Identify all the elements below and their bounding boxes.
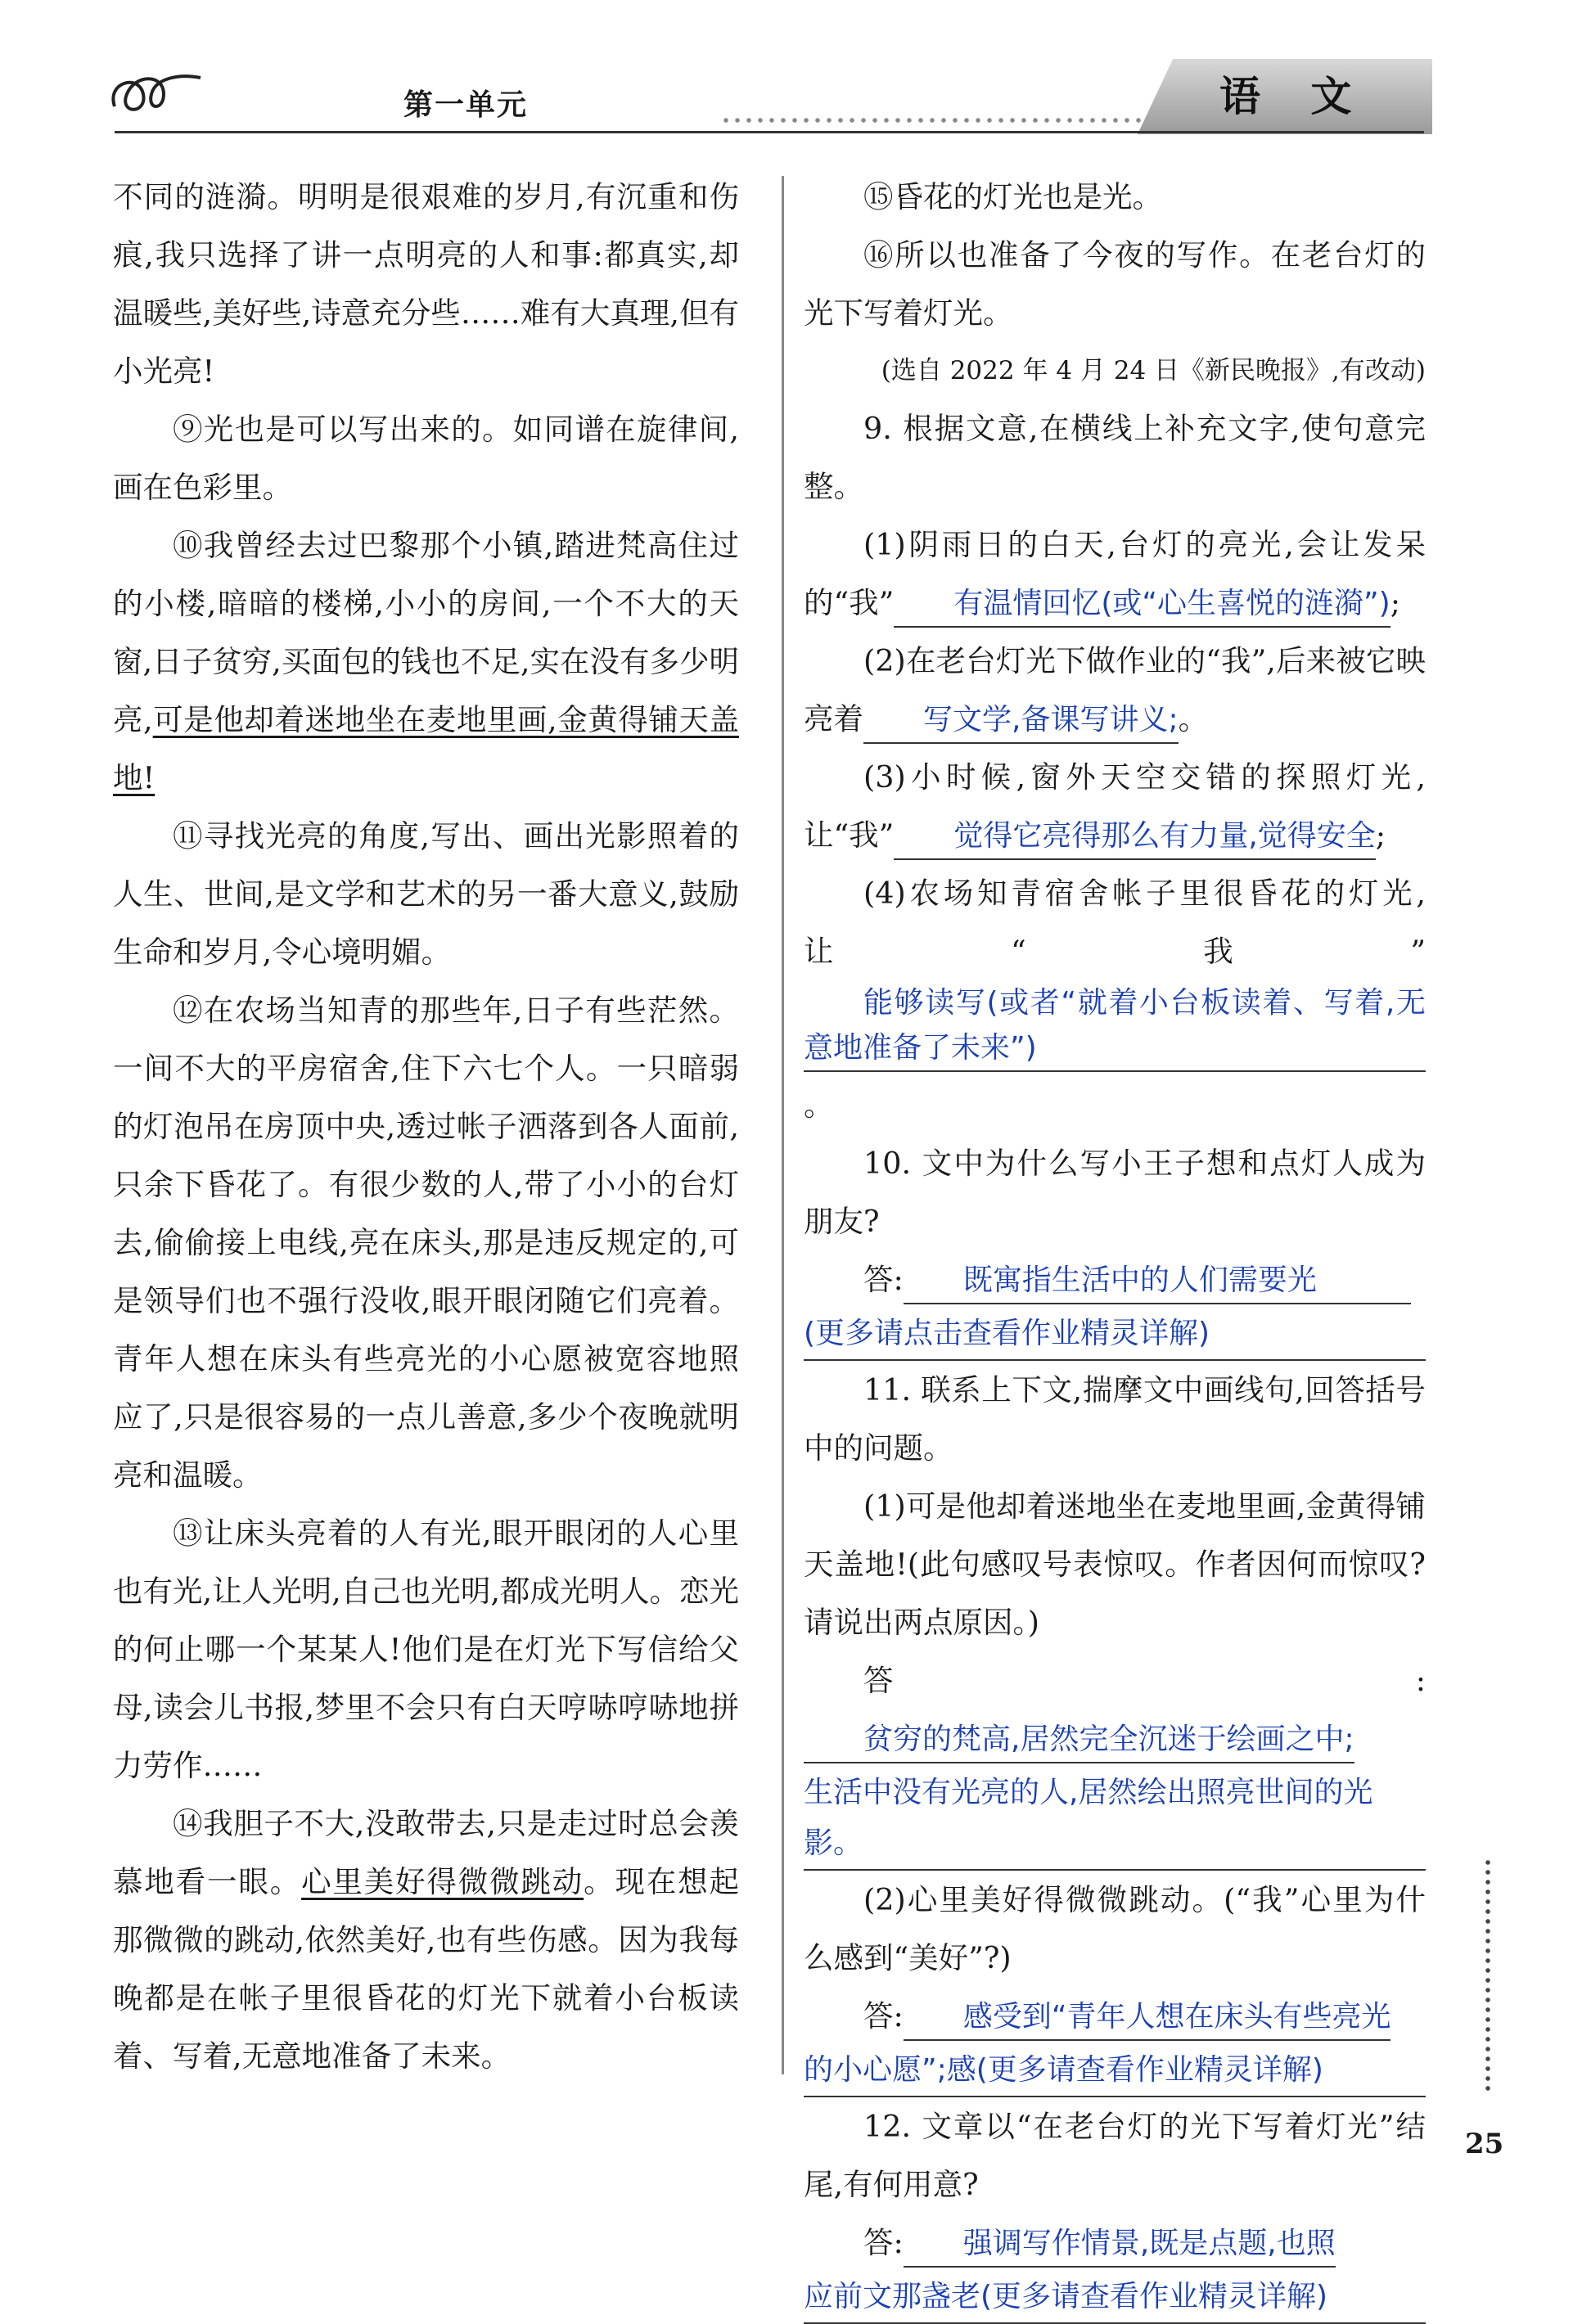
question-9-1 — [804, 516, 1426, 632]
paragraph-10-text: ⑩我曾经去过巴黎那个小镇,踏进梵高住过的小楼,暗暗的楼梯,小小的房间,一个不大的天窗,日子贫穷,买面包的钱也不足,实在没有多少明亮, — [113, 528, 739, 737]
question-9-3 — [804, 748, 1426, 864]
paragraph-9: ⑨光也是可以写出来的。如同谱在旋律间,画在色彩里。 — [113, 412, 739, 505]
left-column — [113, 168, 739, 2085]
underlined-sentence-1: 可是他却着迷地坐在麦地里画,金黄得铺天盖地! — [113, 702, 739, 795]
question-9-1-text: (1)阴雨日的白天,台灯的亮光,会让发呆的“我” — [804, 527, 1426, 620]
answer-11-2-label: 答: — [863, 1998, 904, 2034]
subject-title: 语 文 — [1219, 73, 1370, 120]
answer-10-label: 答: — [863, 1262, 904, 1297]
question-9-3-end: ; — [1375, 817, 1386, 853]
question-9-4-end: 。 — [804, 1088, 834, 1123]
paragraph-10 — [113, 516, 739, 807]
question-10: 10. 文中为什么写小王子想和点灯人成为朋友? — [804, 1146, 1426, 1239]
page-number: 25 — [1465, 2128, 1504, 2160]
question-9-1-end: ; — [1390, 585, 1401, 620]
answer-11-1-line-2: 生活中没有光亮的人,居然绘出照亮世间的光影。 — [804, 1768, 1426, 1871]
paragraph-12: ⑫在农场当知青的那些年,日子有些茫然。一间不大的平房宿舍,住下六七个人。一只暗弱的灯泡吊在房顶中央,透过帐子洒落到各人面前,只余下昏花了。有很少数的人,带了小小的台灯去,偷偷接上电线,亮在床头,那是违反规定的,可是领导们也不强行没收,眼开眼闭随它们亮着。青年人想在床头有些亮光的小心愿被宽容地照应了,只是很容易的一点儿善意,多少个夜晚就明亮和温暖。 — [113, 993, 739, 1493]
answer-9-2: 写文学,备课写讲义; — [863, 697, 1179, 744]
header-rule — [115, 131, 1424, 133]
answer-11-1-label: 答: — [863, 1663, 1426, 1698]
answer-9-1: 有温情回忆(或“心生喜悦的涟漪”) — [894, 581, 1390, 628]
answer-10-line-1: 既寓指生活中的人们需要光 — [904, 1258, 1411, 1304]
paragraph-16: ⑯所以也准备了今夜的写作。在老台灯的光下写着灯光。 — [804, 237, 1426, 331]
underlined-sentence-2: 心里美好得微微跳动 — [301, 1864, 584, 1899]
question-11: 11. 联系上下文,揣摩文中画线句,回答括号中的问题。 — [804, 1372, 1426, 1466]
question-11-1: (1)可是他却着迷地坐在麦地里画,金黄得铺天盖地!(此句感叹号表惊叹。作者因何而惊叹?请说出两点原因。) — [804, 1489, 1426, 1640]
margin-dots — [1485, 1858, 1491, 2095]
question-11-2: (2)心里美好得微微跳动。(“我”心里为什么感到“美好”?) — [804, 1882, 1426, 1975]
answer-12 — [804, 2214, 1426, 2272]
right-column — [804, 168, 1426, 2324]
paragraph-8-end: 不同的涟漪。明明是很艰难的岁月,有沉重和伤痕,我只选择了讲一点明亮的人和事:都真实,却温暖些,美好些,诗意充分些……难有大真理,但有小光亮! — [113, 179, 739, 389]
answer-11-1 — [804, 1651, 1426, 1768]
answer-9-3: 觉得它亮得那么有力量,觉得安全 — [894, 813, 1375, 860]
question-9-3-text: (3)小时候,窗外天空交错的探照灯光,让“我” — [804, 759, 1426, 853]
unit-title: 第一单元 — [403, 88, 529, 122]
paragraph-13: ⑬让床头亮着的人有光,眼开眼闭的人心里也有光,让人光明,自己也光明,都成光明人。恋光的何止哪一个某某人!他们是在灯光下写信给父母,读会儿书报,梦里不会只有白天哼哧哼哧地拼力劳作…… — [113, 1516, 739, 1783]
answer-11-2 — [804, 1987, 1426, 2045]
answer-9-4: 能够读写(或者“就着小台板读着、写着,无意地准备了未来”) — [804, 980, 1426, 1072]
paragraph-14-rest: 。现在想起那微微的跳动,依然美好,也有些伤感。因为我每晚都是在帐子里很昏花的灯光下就着小台板读着、写着,无意地准备了未来。 — [113, 1864, 740, 2074]
answer-10 — [804, 1250, 1426, 1308]
paragraph-11: ⑪寻找光亮的角度,写出、画出光影照着的人生、世间,是文学和艺术的另一番大意义,鼓励生命和岁月,令心境明媚。 — [113, 818, 739, 970]
answer-12-line-2: 应前文那盏老(更多请查看作业精灵详解) — [804, 2272, 1426, 2324]
question-9: 9. 根据文意,在横线上补充文字,使句意完整。 — [804, 411, 1426, 504]
answer-10-line-2: (更多请点击查看作业精灵详解) — [804, 1308, 1426, 1361]
paragraph-14-text: ⑭我胆子不大,没敢带去,只是走过时总会羡慕地看一眼。 — [113, 1806, 739, 1899]
answer-11-1-line-1: 贫穷的梵高,居然完全沉迷于绘画之中; — [804, 1717, 1354, 1763]
question-12: 12. 文章以“在老台灯的光下写着灯光”结尾,有何用意? — [804, 2109, 1426, 2202]
column-divider — [782, 176, 784, 2074]
answer-12-label: 答: — [863, 2225, 904, 2260]
source-citation: (选自 2022 年 4 月 24 日《新民晚报》,有改动) — [881, 356, 1426, 385]
answer-12-line-1: 强调写作情景,既是点题,也照 — [904, 2221, 1336, 2268]
header-dots — [720, 115, 1179, 126]
question-9-2-end: 。 — [1178, 701, 1209, 736]
page-header — [0, 0, 1573, 139]
answer-11-2-line-1: 感受到“青年人想在床头有些亮光 — [904, 1994, 1391, 2041]
answer-11-2-line-2: 的小心愿”;感(更多请查看作业精灵详解) — [804, 2045, 1426, 2097]
paragraph-14 — [113, 1795, 739, 2085]
question-9-2-text: (2)在老台灯光下做作业的“我”,后来被它映亮着 — [804, 643, 1426, 736]
paragraph-15: ⑮昏花的灯光也是光。 — [863, 179, 1162, 214]
question-9-4-text: (4)农场知青宿舍帐子里很昏花的灯光,让“我” — [804, 876, 1426, 969]
question-9-4 — [804, 864, 1426, 1134]
question-9-2 — [804, 632, 1426, 748]
swirl-logo-icon — [106, 65, 205, 123]
